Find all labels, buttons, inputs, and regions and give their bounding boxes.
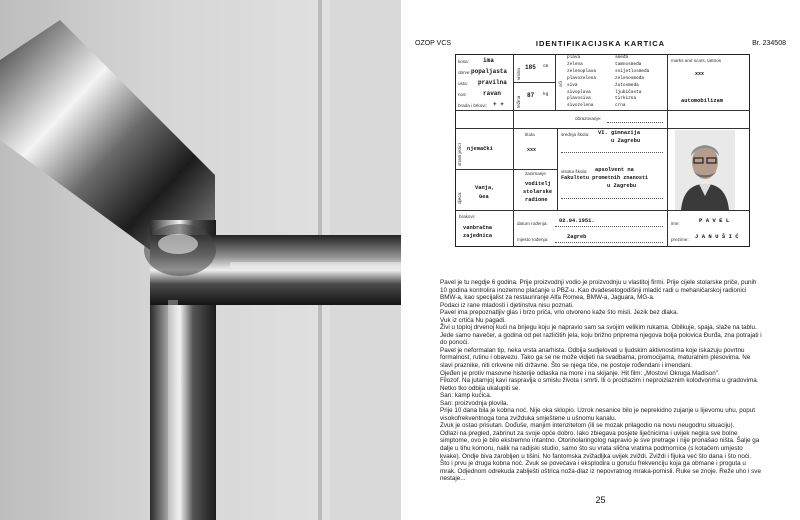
- label-ime: ime:: [671, 221, 680, 226]
- body-paragraph: Prije 10 dana bila je kobna noć. Nije oka sklopio. Uzrok nesanice bilo je neprekidno zujanje u lijevomu uhu, poput visokofrekventnoga tona zvižduka smještene u ušnomu kanalu.: [440, 407, 756, 422]
- value-visoka-2: Fakultetu prometnih znanosti: [561, 175, 649, 181]
- card-divider: [455, 110, 750, 111]
- value-djeca-2: Gea: [479, 194, 489, 200]
- value-djeca-1: Vanja,: [475, 185, 495, 191]
- label-nos: nos:: [458, 92, 467, 97]
- value-usta: pravilna: [478, 79, 507, 86]
- eye-color-option: plavosiva: [567, 96, 591, 102]
- dotted-line: [561, 198, 663, 199]
- body-paragraph: San: proizvodnja plovila.: [440, 399, 509, 407]
- id-card: [455, 54, 750, 247]
- unit-visina: cm: [543, 64, 549, 69]
- label-skola: srednja škola:: [561, 132, 590, 137]
- dotted-line: [607, 122, 663, 123]
- body-paragraph: Pavel je tu negdje 6 godina. Prije proizvodnji vodio je proizvodnju u vlastitoj firmi. Prije cijele stolarske priče, punih 10 godina kontrolira inozemno plaćanje u PBZ-u. Kao dvadesetogodišnji mladić radi u mehaničarskoj radionici BMW-a, kao specijalist za restauriranje Alfa Romea, BMW-a, Jaguara, MG-a.: [440, 279, 757, 302]
- value-titula: xxx: [527, 147, 537, 153]
- value-visoka-3: u Zagrebu: [607, 183, 637, 189]
- value-marks-1: xxx: [695, 71, 705, 77]
- label-brada: brada i brkovi:: [458, 103, 487, 108]
- value-zanimanje-3: radione: [525, 197, 548, 203]
- value-skola-1: VI. gimnazija: [598, 130, 641, 136]
- value-skola-2: u Zagrebu: [611, 138, 641, 144]
- value-brada: + +: [493, 101, 504, 108]
- label-djeca: djeca:: [457, 191, 462, 204]
- header-number: Br. 234508: [752, 40, 786, 47]
- card-divider: [513, 210, 514, 247]
- card-divider: [455, 128, 750, 129]
- card-divider: [513, 82, 555, 83]
- eye-color-option: žutosmeđa: [615, 82, 639, 88]
- label-kosa: kosa:: [458, 59, 469, 64]
- eye-color-option: zelena: [567, 61, 583, 67]
- dotted-line: [561, 152, 663, 153]
- eye-color-option: tamnosmeđa: [615, 61, 642, 67]
- value-zanimanje-2: stolarske: [523, 189, 553, 195]
- unit-tezina: kg: [543, 92, 549, 97]
- body-paragraph: Ojeđen je protiv masovne histerije odlaska na more i na skijanje. Hit film: „Mostovi Okruga Madison".: [440, 369, 720, 377]
- body-text: [440, 279, 762, 483]
- portrait-image: [675, 130, 735, 210]
- value-ime: P A V E L: [699, 217, 730, 224]
- label-prezime: prezime:: [671, 237, 689, 242]
- dotted-line: [555, 226, 663, 227]
- body-paragraph: Filozof. Na jutarnjoj kavi raspravlja o smislu života i smrti. Ili o proizlazim i neproizlaznim kolodvorima u gradovima.: [440, 377, 759, 385]
- portrait-photo: [675, 130, 735, 210]
- value-datum: 02.04.1951.: [559, 218, 595, 224]
- value-obrve: popaljasta: [471, 68, 508, 75]
- eye-color-option: sivoplava: [567, 89, 591, 95]
- label-brakovi: brakovi:: [459, 214, 476, 219]
- body-paragraph: Vuk iz crtića Nu pagadi.: [440, 316, 506, 324]
- page-header: [415, 40, 786, 52]
- label-titula: titula: [525, 132, 535, 137]
- value-brakovi-2: zajednica: [463, 233, 493, 239]
- eye-color-option: plava: [567, 55, 581, 60]
- label-marks: marks and scars, tattoos: [671, 58, 722, 63]
- label-mjesto: mjesto rođenja:: [517, 237, 549, 242]
- label-zanimanje: zanimanje: [525, 171, 546, 176]
- card-divider: [455, 169, 513, 170]
- value-kosa: ima: [483, 57, 494, 64]
- body-paragraph: Zvuk je ostao prisutan. Dođuše, manjim intenzitetom (ili se mozak prilagodio na novu neugodnu situaciju).: [440, 422, 735, 430]
- value-mjesto: Zagreb: [567, 234, 587, 240]
- value-visoka-1: apsolvent na: [595, 167, 634, 173]
- eye-color-option: ljubičasta: [615, 89, 642, 95]
- eye-colors-left: [567, 55, 596, 110]
- value-visina: 185: [525, 64, 536, 71]
- label-jezici: strani jezici: [457, 143, 462, 166]
- value-jezici: njemački: [467, 146, 493, 152]
- card-divider: [667, 54, 668, 247]
- eye-color-option: sivozelena: [567, 103, 594, 109]
- card-divider: [513, 169, 557, 170]
- label-datum: datum rođenja:: [517, 221, 548, 226]
- body-paragraph: Pavel ima prepoznatljiv glas i brzo priča, vrlo otvoreno kaže što misli. Jezik bez dlaka.: [440, 309, 679, 317]
- header-left: OZOP VCS: [415, 40, 452, 47]
- eye-color-option: svijetlosmeđa: [615, 68, 650, 74]
- eye-color-option: plavozelena: [567, 75, 596, 81]
- body-paragraph: Odlazi na pregled, zabrinut za svoje opće dobro. Iako zbiegava posjete liječnicima i uvijek negira sve bolne simptome, ovo je bilo ekstremno intantno. Otorinolaringolog napravio je sve pretrage i nije pronašao ništa. Šalje ga dalje u tihu komoru, nalik na radijski studio, samo što su vrata slična vratima podmornice (s kotačem umjesto kvake). Ondje biva zarobljen u tišini. No fantomska zvižadljka uvijek zviždi. Zviždi i fijuka već što dana i što noći. Što i prvu je druga kobna noć. Zvuk se povećava i eksplodira u goruću frekvenciju koja ga obmane i proguta u mrak. Odjednom odrekuda zablješti oštrica noža-dlaz iz nepovratnog mraka-pomisli. Ruke se znoje. Reže uho i sve nestaje...: [440, 429, 761, 483]
- label-tezina: težina: [516, 95, 521, 108]
- eye-colors-right: [615, 55, 649, 110]
- eye-color-option: smeđa: [615, 55, 629, 60]
- body-paragraph: Podaci iz rane mladosti i djetinstva nisu poznati.: [440, 301, 574, 309]
- body-paragraph: Netko tko odbija ukalupiti se.: [440, 384, 521, 392]
- value-tezina: 87: [527, 92, 535, 99]
- value-nos: ravan: [483, 90, 502, 97]
- page-number: 25: [595, 495, 606, 505]
- card-divider: [513, 54, 514, 210]
- header-title: IDENTIFIKACIJSKA KARTICA: [535, 39, 666, 48]
- card-divider: [455, 210, 750, 211]
- label-usta: usta:: [458, 81, 468, 86]
- card-divider: [557, 128, 558, 210]
- label-obrve: obrve:: [458, 70, 471, 75]
- label-visoka: visoka škola:: [561, 169, 588, 174]
- value-brakovi-1: vanbračna: [463, 225, 493, 231]
- eye-color-option: crna: [615, 103, 626, 109]
- body-paragraph: Pavel je neformalan tip, neka vrsta anarhista. Odbija sudjelovati u ljudskim aktivnostima koje iskazuju povrtnu formalnost, rutinu i obavezu. Tako ga se ne može vidjeti na svadbama, promocijama, maturalnim plesovima. Ne slavi praznike, niti crkvene niti državne. Što se njega tiče, ne postoje rođendani i imendani.: [440, 346, 751, 370]
- body-paragraph: Živi u toploj drvenoj kući na brijegu koju je napravio sam sa svojim velikim rukama. Obilkuje, spaja, slaže na tablu. Jede samo navečer, a godina od pet različitih jela, koju brižno priprema njegova bolja polovica Đurđa, zna potrajati i do ponoći.: [440, 324, 762, 347]
- label-visina: visina: [516, 68, 521, 80]
- label-oci: oči: [558, 81, 563, 87]
- eye-color-option: siva: [567, 82, 578, 88]
- card-divider: [555, 54, 556, 110]
- eye-color-option: zelenosmeđa: [615, 75, 644, 81]
- label-obrazovanje: obrazovanje:: [575, 116, 602, 121]
- eye-color-option: zelenoplava: [567, 68, 596, 74]
- dotted-line: [555, 242, 663, 243]
- eye-color-option: tirkizna: [615, 96, 637, 102]
- body-paragraph: San: kamp kućica.: [440, 392, 492, 400]
- value-prezime: J A N U Š I Ć: [695, 233, 739, 240]
- value-marks-2: automobilizam: [681, 98, 724, 104]
- value-zanimanje-1: voditelj: [525, 181, 551, 187]
